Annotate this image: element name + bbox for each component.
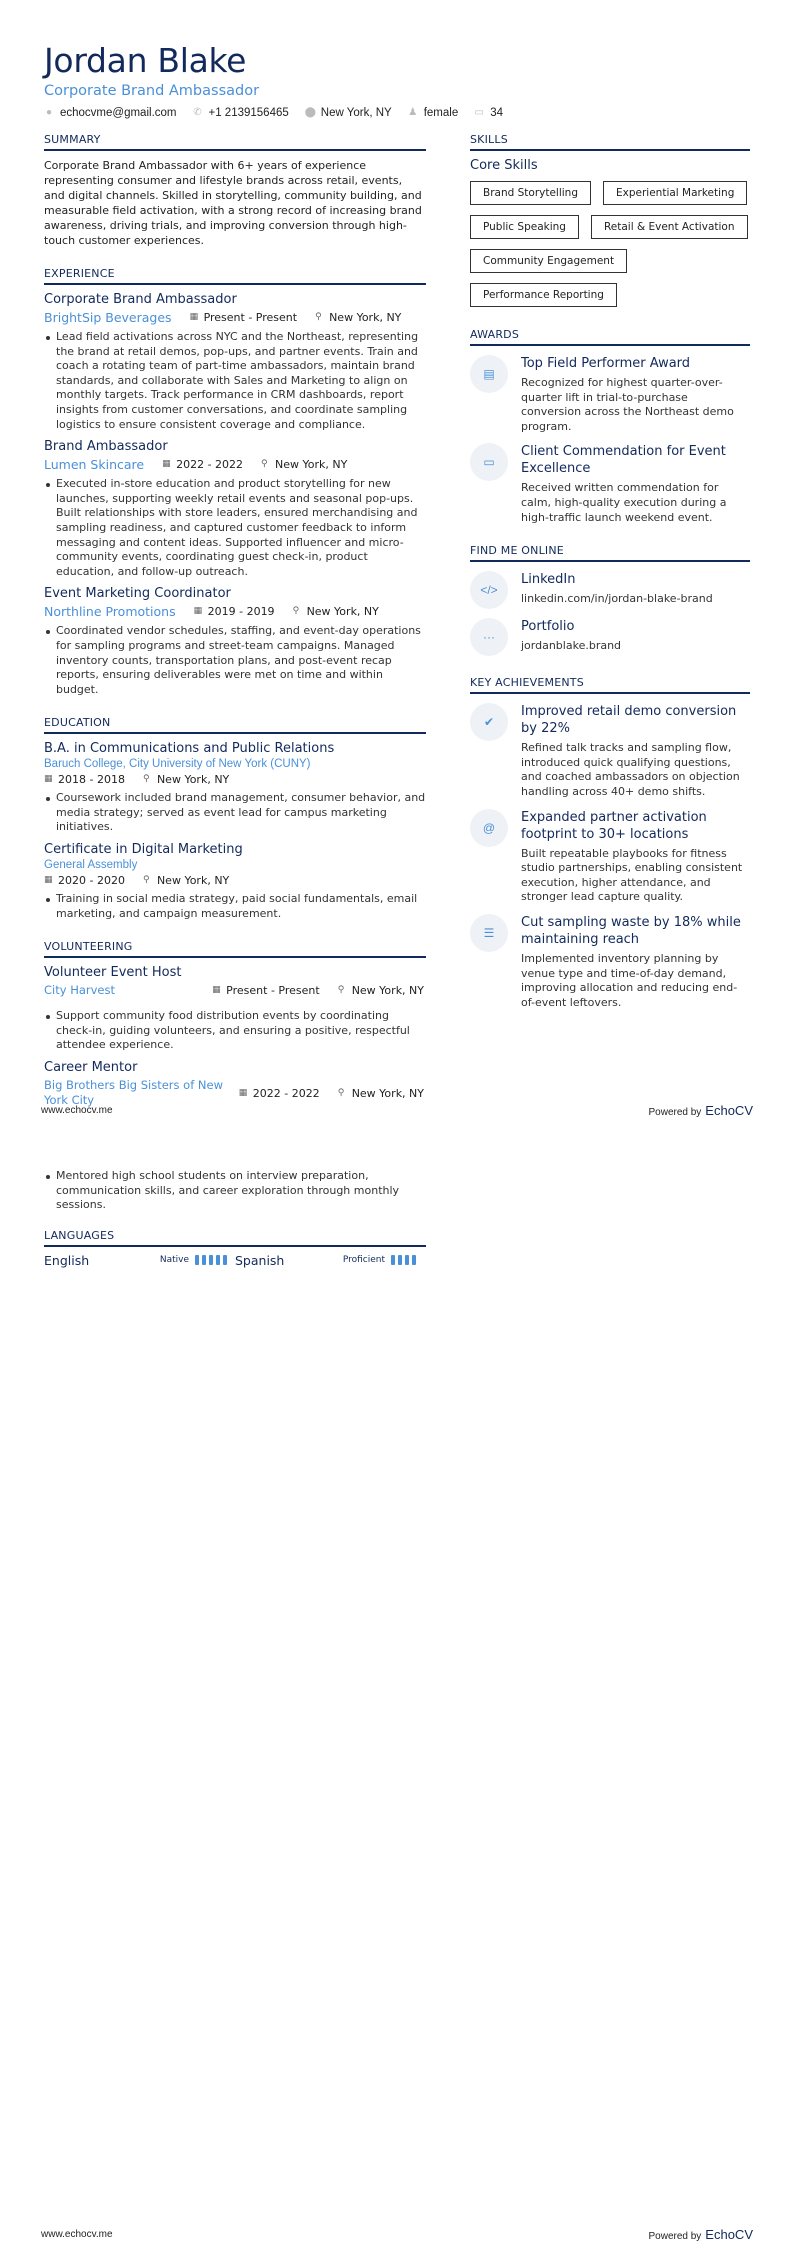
gender-text: female	[423, 107, 459, 119]
rating-dot	[209, 1255, 213, 1265]
job-meta	[44, 310, 426, 325]
date-range	[44, 874, 125, 887]
award-title: Top Field Performer Award	[521, 356, 691, 371]
language-rating	[195, 1255, 227, 1265]
powered-by	[648, 1103, 753, 1118]
location-text: New York, NY	[306, 605, 379, 619]
school-location	[143, 874, 229, 887]
calendar-icon: ▦	[44, 774, 53, 785]
experience-section	[44, 267, 426, 697]
location-text: New York, NY	[329, 311, 402, 324]
volunteer-org: Big Brothers Big Sisters of New York City	[44, 1078, 223, 1108]
languages-heading: LANGUAGES	[44, 1229, 426, 1247]
job-bullet: Executed in-store education and product storytelling for new launches, supporting weekly retail events and seasonal pop-ups. Built relationships with store leaders, ensured merchandising and sampling readiness, and captured customer feedback to inform messaging and content ideas. Supported influencer and micro-community events, coordinating guest check-in, product education, and follow-up outreach.	[56, 477, 426, 579]
award-text: Recognized for highest quarter-over-quarter lift in trial-to-purchase conversion across the Northeast demo program.	[521, 376, 734, 433]
job-title: Event Marketing Coordinator	[44, 586, 231, 602]
company-name: Northline Promotions	[44, 604, 176, 620]
language-level: Proficient	[342, 1255, 385, 1266]
volunteering-section	[44, 940, 426, 1108]
date-text: 2022 - 2022	[176, 458, 244, 472]
language-name: Spanish	[235, 1252, 285, 1268]
skill-tag: Retail & Event Activation	[591, 215, 748, 239]
online-item[interactable]	[470, 571, 750, 609]
age-text: 34	[490, 107, 504, 119]
skills-tags	[470, 181, 750, 307]
location-pin-icon: ⚲	[142, 774, 150, 785]
ellipsis-icon: ···	[470, 618, 508, 656]
summary-heading: SUMMARY	[44, 133, 426, 151]
volunteer-role: Volunteer Event Host	[44, 965, 182, 981]
job-bullet: Lead field activations across NYC and the Northeast, representing the brand at retail demos, pop-ups, and partner events. Train and coach a rotating team of part-time ambassadors, maintain brand standards, and collaborate with Sales and Marketing to align on monthly targets. Track performance in CRM dashboards, report insights from customer conversations, and coordinate sampling logistics to ensure consistent coverage and compliance.	[56, 330, 426, 432]
experience-entry	[44, 586, 426, 697]
job-meta	[44, 604, 426, 619]
volunteering-heading: VOLUNTEERING	[44, 940, 426, 958]
document-icon: ▤	[470, 355, 508, 393]
check-badge-icon: ✔	[470, 703, 508, 741]
candidate-title: Corporate Brand Ambassador	[44, 83, 260, 99]
date-range	[44, 773, 125, 786]
online-section	[470, 544, 750, 656]
achievement-item	[470, 809, 750, 905]
date-text: 2018 - 2018	[58, 773, 125, 787]
experience-heading: EXPERIENCE	[44, 267, 426, 285]
location-text: New York, NY	[320, 107, 392, 119]
location-text: New York, NY	[275, 458, 348, 472]
achievement-title: Expanded partner activation footprint to 30+ locations	[521, 809, 707, 842]
rating-dot	[195, 1255, 199, 1265]
skill-tag: Community Engagement	[470, 249, 627, 273]
summary-section	[44, 133, 426, 248]
phone-text: +1 2139156465	[208, 107, 289, 119]
volunteering-entry	[44, 1060, 426, 1108]
rating-dot	[412, 1255, 416, 1265]
page-footer	[41, 2227, 753, 2242]
language-name: English	[44, 1252, 90, 1268]
award-item	[470, 443, 750, 525]
achievement-item	[470, 914, 750, 1010]
location-pin-icon: ⚲	[142, 875, 150, 886]
achievement-item	[470, 703, 750, 799]
location-text: New York, NY	[351, 1086, 424, 1100]
online-heading: FIND ME ONLINE	[470, 544, 750, 562]
awards-heading: AWARDS	[470, 328, 750, 346]
job-bullet: Coordinated vendor schedules, staffing, and event-day operations for sampling programs and street-team campaigns. Managed inventory counts, transportation plans, and post-event recap reports, ensuring deliverables were met on time and within budget.	[56, 624, 426, 697]
at-sign-icon: @	[470, 809, 508, 847]
right-column	[470, 133, 750, 1010]
location-pin-icon: ⬤	[304, 107, 316, 118]
list-icon: ☰	[470, 914, 508, 952]
skill-tag: Performance Reporting	[470, 283, 617, 307]
powered-text: Powered by	[648, 1107, 702, 1118]
powered-by	[648, 2227, 753, 2242]
languages-section	[44, 1229, 426, 1268]
job-bullets	[44, 624, 426, 697]
education-meta	[44, 773, 426, 786]
calendar-icon: ▦	[193, 606, 203, 617]
job-bullets	[44, 330, 426, 432]
degree-title: Certificate in Digital Marketing	[44, 842, 243, 858]
rating-dot	[398, 1255, 402, 1265]
achievements-section	[470, 676, 750, 1010]
company-name: Lumen Skincare	[44, 457, 145, 473]
location-text: New York, NY	[156, 773, 230, 787]
calendar-icon: ▭	[470, 443, 508, 481]
job-location	[315, 311, 401, 324]
volunteer-bullet: Support community food distribution events by coordinating check-in, guiding volunteers, and ensuring a positive, respectful attendee experience.	[56, 1009, 426, 1053]
contact-row	[44, 107, 754, 119]
contact-age	[474, 107, 503, 119]
calendar-icon: ▦	[212, 984, 221, 995]
education-entry	[44, 842, 426, 921]
job-meta	[44, 457, 426, 472]
location-pin-icon: ⚲	[337, 1087, 345, 1098]
candidate-name: Jordan Blake	[44, 41, 247, 80]
volunteer-location	[338, 984, 424, 997]
job-location	[293, 605, 379, 618]
education-heading: EDUCATION	[44, 716, 426, 734]
volunteer-bullet: Mentored high school students on interview preparation, communication skills, and career exploration through monthly sessions.	[56, 1169, 426, 1213]
education-bullet: Training in social media strategy, paid social fundamentals, email marketing, and campaign measurement.	[56, 892, 426, 921]
job-title: Corporate Brand Ambassador	[44, 292, 237, 307]
phone-icon: ✆	[193, 107, 202, 118]
date-range	[162, 458, 243, 471]
left-column	[44, 133, 426, 1108]
job-bullets	[44, 477, 426, 579]
volunteer-org: City Harvest	[44, 983, 115, 998]
calendar-icon: ▦	[238, 1087, 248, 1098]
rating-dot	[391, 1255, 395, 1265]
volunteering-entry	[44, 965, 426, 1053]
code-icon: </>	[470, 571, 508, 609]
online-link[interactable]: linkedin.com/in/jordan-blake-brand	[521, 592, 713, 606]
school-location	[143, 773, 229, 786]
resume-header	[44, 42, 754, 119]
location-text: New York, NY	[351, 983, 424, 997]
achievement-title: Cut sampling waste by 18% while maintaining reach	[521, 914, 741, 947]
location-text: New York, NY	[156, 874, 230, 888]
award-text: Received written commendation for calm, high-quality execution during a high-traffic launch weekend event.	[521, 481, 727, 524]
achievements-heading: KEY ACHIEVEMENTS	[470, 676, 750, 694]
brand-logo[interactable]: EchoCV	[705, 2227, 753, 2242]
contact-phone[interactable]	[193, 107, 289, 119]
achievement-title: Improved retail demo conversion by 22%	[521, 704, 737, 737]
date-text: Present - Present	[203, 311, 298, 324]
summary-text: Corporate Brand Ambassador with 6+ years of experience representing consumer and lifestyle brands across retail, events, and digital channels. Skilled in storytelling, community building, and measurable field activation, with a strong record of increasing brand awareness, driving trials, and improving conversion through high-touch customer experiences.	[44, 159, 422, 247]
volunteer-location	[338, 1087, 424, 1100]
calendar-icon: ▦	[44, 875, 53, 886]
resume-page-2	[0, 1123, 794, 2246]
languages-row	[44, 1253, 426, 1268]
award-title: Client Commendation for Event Excellence	[521, 444, 726, 477]
school-name: Baruch College, City University of New York (CUNY)	[44, 758, 311, 771]
school-name: General Assembly	[44, 859, 138, 872]
date-range	[212, 984, 320, 997]
date-text: 2019 - 2019	[207, 605, 275, 619]
skills-group-title: Core Skills	[470, 158, 538, 173]
page-footer	[41, 1103, 753, 1118]
language-item	[44, 1253, 235, 1268]
language-level: Native	[159, 1255, 189, 1266]
date-range	[190, 311, 298, 324]
email-icon: ●	[45, 107, 53, 118]
date-text: 2022 - 2022	[252, 1086, 320, 1100]
volunteer-meta	[44, 983, 426, 997]
volunteer-role: Career Mentor	[44, 1060, 138, 1076]
date-text: Present - Present	[226, 983, 320, 997]
calendar-icon: ▦	[162, 459, 171, 470]
degree-title: B.A. in Communications and Public Relations	[44, 741, 335, 757]
calendar-icon: ▦	[189, 312, 199, 322]
education-bullets	[44, 892, 426, 921]
company-name: BrightSip Beverages	[44, 310, 172, 325]
experience-entry	[44, 292, 426, 432]
online-label: LinkedIn	[521, 572, 576, 588]
skill-tag: Public Speaking	[470, 215, 579, 239]
contact-email[interactable]	[44, 107, 177, 119]
achievement-text: Refined talk tracks and sampling flow, introduced quick qualifying questions, and coached ambassadors on objection handling across 40+ demo shifts.	[521, 741, 740, 798]
skills-section	[470, 133, 750, 307]
experience-entry	[44, 439, 426, 579]
location-pin-icon: ⚲	[337, 984, 345, 995]
online-label: Portfolio	[521, 619, 575, 635]
volunteer-bullets	[44, 1169, 426, 1213]
location-pin-icon: ⚲	[315, 312, 322, 322]
footer-site-link[interactable]: www.echocv.me	[41, 2229, 113, 2240]
email-text: echocvme@gmail.com	[60, 107, 177, 119]
rating-dot	[405, 1255, 409, 1265]
awards-section	[470, 328, 750, 525]
education-entry	[44, 741, 426, 835]
language-rating	[391, 1255, 416, 1265]
location-pin-icon: ⚲	[292, 606, 300, 617]
brand-logo[interactable]: EchoCV	[705, 1103, 753, 1118]
footer-site-link[interactable]: www.echocv.me	[41, 1105, 113, 1116]
rating-dot	[223, 1255, 227, 1265]
volunteer-bullets	[44, 1009, 426, 1053]
skill-tag: Experiential Marketing	[603, 181, 747, 205]
online-link[interactable]: jordanblake.brand	[521, 639, 622, 653]
powered-text: Powered by	[648, 2231, 702, 2242]
achievement-text: Built repeatable playbooks for fitness studio partnerships, enabling consistent execution, higher attendance, and stronger lead capture quality.	[521, 846, 743, 904]
date-range	[239, 1087, 320, 1100]
skills-heading: SKILLS	[470, 133, 750, 151]
education-section	[44, 716, 426, 921]
skill-tag: Brand Storytelling	[470, 181, 591, 205]
education-bullets	[44, 791, 426, 835]
contact-location	[305, 107, 392, 119]
job-location	[261, 458, 347, 471]
rating-dot	[202, 1255, 206, 1265]
education-bullet: Coursework included brand management, consumer behavior, and media strategy; served as event lead for campus marketing initiatives.	[56, 791, 426, 834]
location-pin-icon: ⚲	[261, 459, 268, 470]
date-range	[194, 605, 275, 618]
left-column-continued	[44, 1164, 426, 1268]
calendar-icon: ▭	[474, 107, 484, 118]
contact-gender	[408, 107, 459, 119]
language-item	[235, 1253, 426, 1268]
award-item	[470, 355, 750, 434]
achievement-text: Implemented inventory planning by venue type and time-of-day demand, improving allocation and reducing end-of-event leftovers.	[521, 951, 738, 1009]
person-icon: ♟	[408, 107, 418, 118]
online-item[interactable]	[470, 618, 750, 656]
education-meta	[44, 874, 426, 887]
job-title: Brand Ambassador	[44, 439, 168, 455]
date-text: 2020 - 2020	[58, 874, 125, 888]
rating-dot	[216, 1255, 220, 1265]
